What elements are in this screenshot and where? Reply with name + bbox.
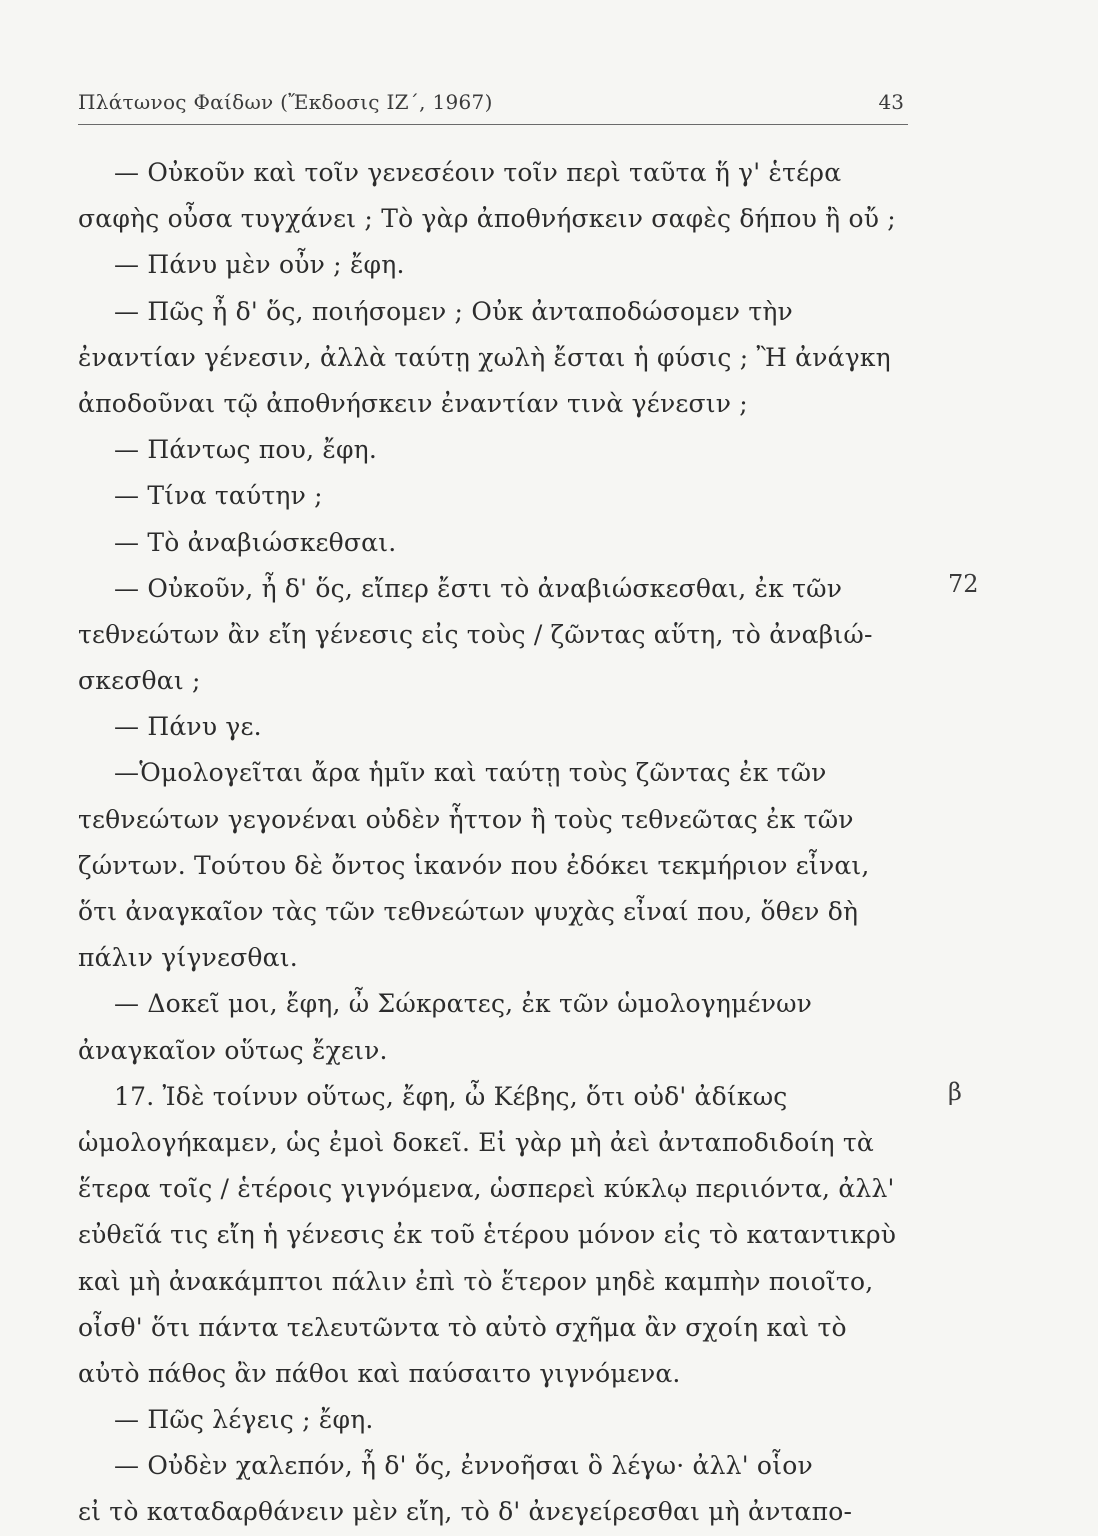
text-line: — Δοκεῖ μοι, ἔφη, ὦ Σώκρατες, ἐκ τῶν ὡμολογημένων [114,989,813,1019]
text-line: σαφὴς οὖσα τυγχάνει ; Τὸ γὰρ ἀποθνήσκειν σαφὲς δήπου ἢ οὔ ; [78,204,896,234]
text-line: — Πάντως που, ἔφη. [114,435,378,465]
text-line: σκεσθαι ; [78,666,201,696]
text-line: — Πῶς ἦ δ' ὅς, ποιήσομεν ; Οὐκ ἀνταποδώσομεν τὴν [114,296,793,326]
text-line: τεθνεώτων ἂν εἴη γένεσις εἰς τοὺς / ζῶντας αὕτη, τὸ ἀναβιώ- [78,619,873,649]
greek-text-body [78,150,908,1536]
text-line: ἐναντίαν γένεσιν, ἀλλὰ ταύτῃ χωλὴ ἔσται ἡ φύσις ; Ἢ ἀνάγκη [78,342,891,372]
text-line: — Τίνα ταύτην ; [114,481,323,511]
running-header [78,84,908,125]
text-line: τεθνεώτων γεγονέναι οὐδὲν ἧττον ἢ τοὺς τεθνεῶτας ἐκ τῶν [78,804,854,834]
text-line: εὐθεῖά τις εἴη ἡ γένεσις ἐκ τοῦ ἑτέρου μόνον εἰς τὸ καταντικρὺ [78,1220,897,1250]
text-line: — Οὐκοῦν καὶ τοῖν γενεσέοιν τοῖν περὶ ταῦτα ἥ γ' ἑτέρα [114,158,842,187]
text-line: καὶ μὴ ἀνακάμπτοι πάλιν ἐπὶ τὸ ἕτερον μηδὲ καμπὴν ποιοῖτο, [78,1266,874,1296]
text-line: — Πάνυ γε. [114,712,262,742]
text-line: —Ὁμολογεῖται ἄρα ἡμῖν καὶ ταύτῃ τοὺς ζῶντας ἐκ τῶν [114,758,827,788]
stephanus-marker: 72 [948,570,979,598]
text-line: πάλιν γίγνεσθαι. [78,943,298,973]
text-line: — Οὐδὲν χαλεπόν, ἦ δ' ὅς, ἐννοῆσαι ὃ λέγω· ἀλλ' οἷον [114,1451,813,1481]
text-line: εἰ τὸ καταδαρθάνειν μὲν εἴη, τὸ δ' ἀνεγείρεσθαι μὴ ἀνταπο- [78,1497,853,1527]
text-line: ἕτερα τοῖς / ἑτέροις γιγνόμενα, ὡσπερεὶ κύκλῳ περιιόντα, ἀλλ' [78,1174,895,1204]
running-title: Πλάτωνος Φαίδων (Ἔκδοσις ΙΖ΄, 1967) [78,90,493,114]
text-line: οἶσθ' ὅτι πάντα τελευτῶντα τὸ αὐτὸ σχῆμα ἂν σχοίη καὶ τὸ [78,1312,847,1342]
text-line: ἀποδοῦναι τῷ ἀποθνήσκειν ἐναντίαν τινὰ γένεσιν ; [78,388,748,418]
text-line: αὐτὸ πάθος ἂν πάθοι καὶ παύσαιτο γιγνόμενα. [78,1358,681,1388]
text-line: ὅτι ἀναγκαῖον τὰς τῶν τεθνεώτων ψυχὰς εἶναί που, ὅθεν δὴ [78,897,859,926]
text-line: — Οὐκοῦν, ἦ δ' ὅς, εἴπερ ἔστι τὸ ἀναβιώσκεσθαι, ἐκ τῶν [114,573,843,603]
text-line: ὡμολογήκαμεν, ὡς ἐμοὶ δοκεῖ. Εἰ γὰρ μὴ ἀεὶ ἀνταποδιδοίη τὰ [78,1127,874,1157]
page-number: 43 [878,90,904,114]
section-marker: β [948,1078,962,1106]
text-line: — Πάνυ μὲν οὖν ; ἔφη. [114,250,405,280]
text-line: — Τὸ ἀναβιώσκεθσαι. [114,527,397,557]
text-line: ἀναγκαῖον οὕτως ἔχειν. [78,1035,388,1065]
text-line: — Πῶς λέγεις ; ἔφη. [114,1405,374,1435]
text-line: ζώντων. Τούτου δὲ ὄντος ἱκανόν που ἐδόκει τεκμήριον εἶναι, [78,850,870,880]
section-start-line: 17. Ἰδὲ τοίνυν οὕτως, ἔφη, ὦ Κέβης, ὅτι οὐδ' ἀδίκως [114,1081,788,1111]
